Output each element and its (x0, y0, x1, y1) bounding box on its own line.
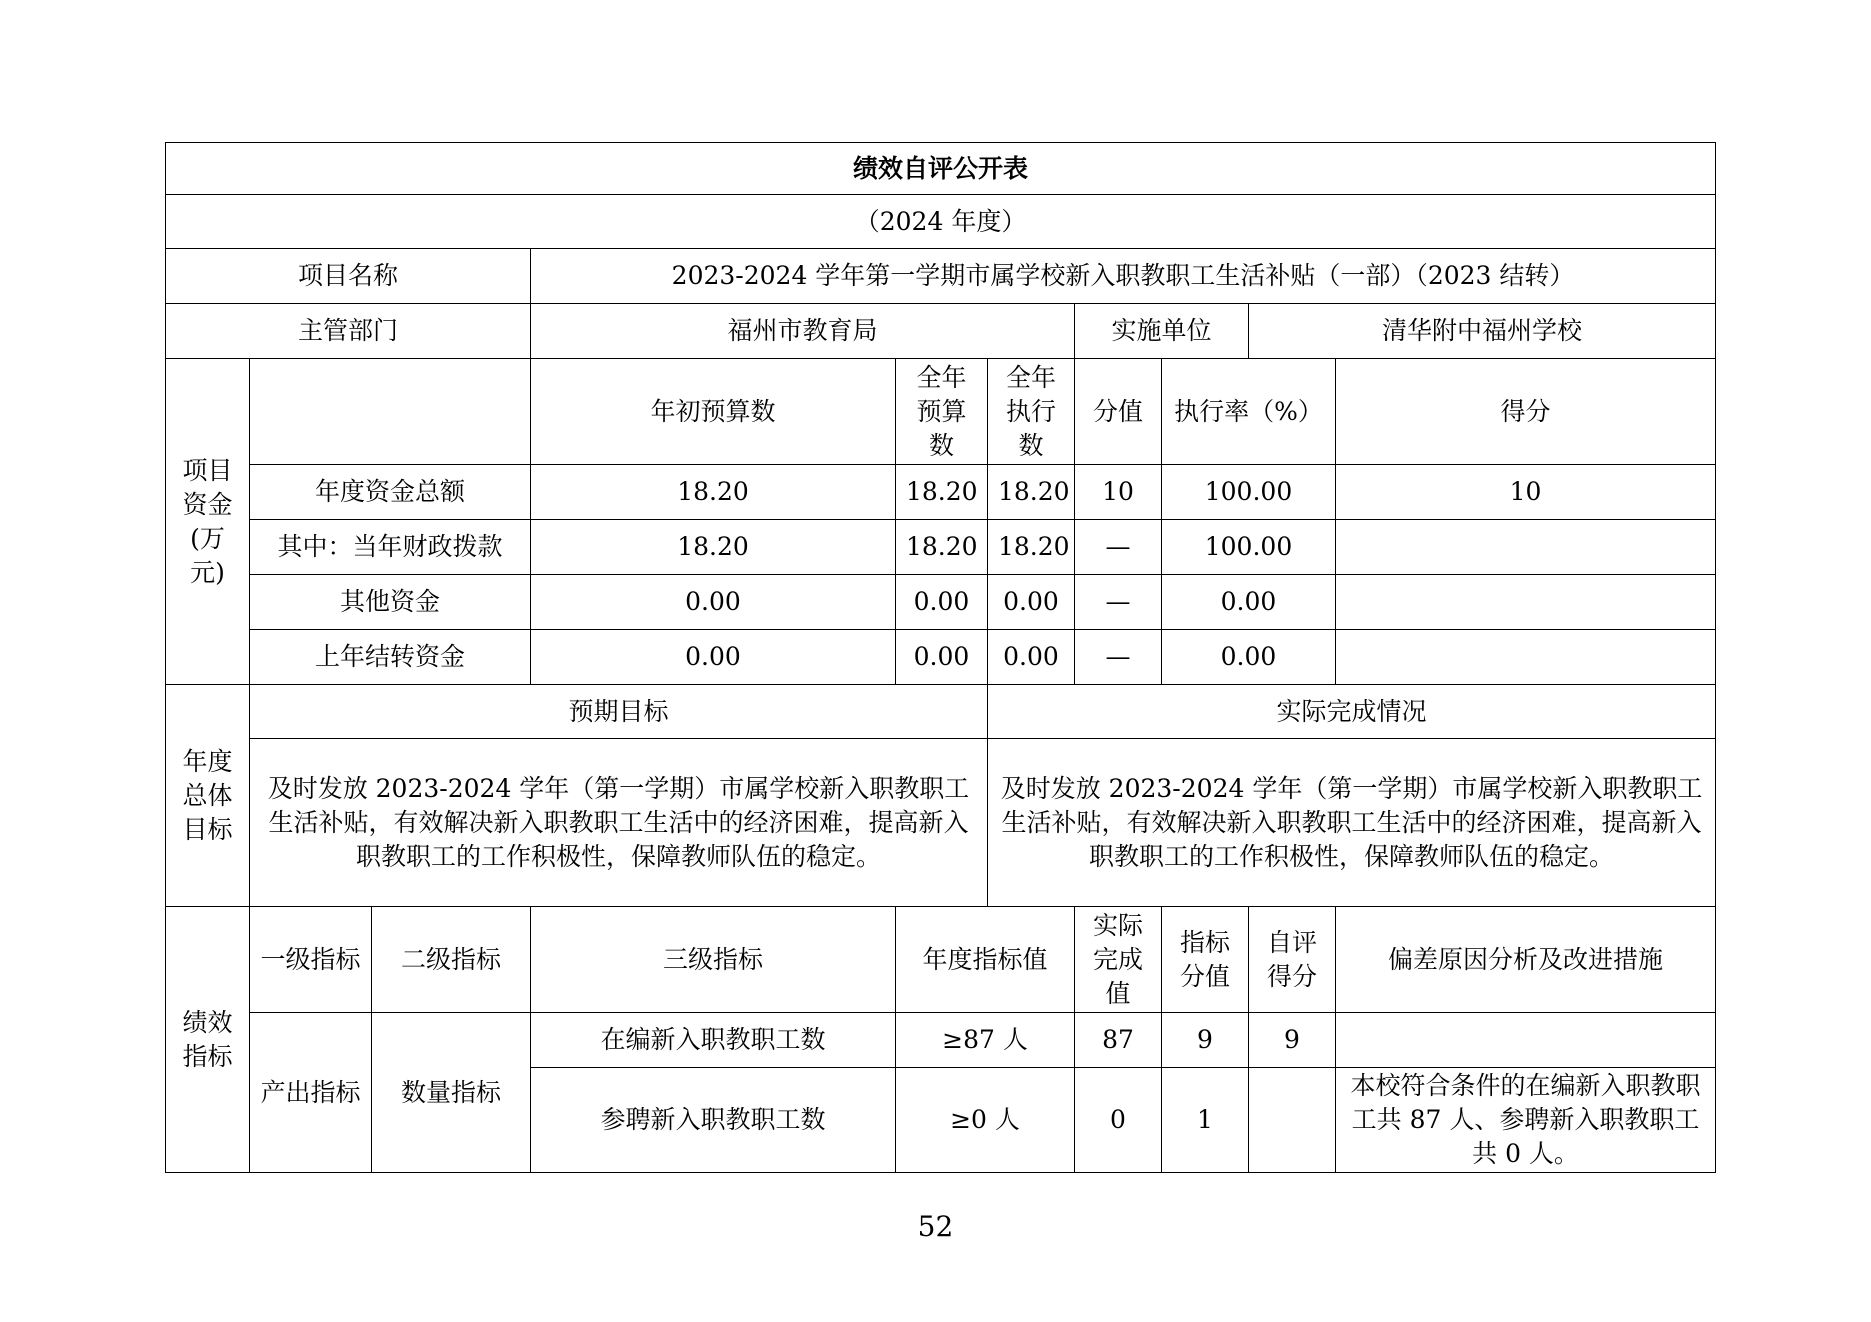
fund-annual: 18.20 (896, 520, 988, 575)
indicator-header-self-score: 自评得分 (1249, 907, 1336, 1013)
fund-score-value: — (1075, 520, 1162, 575)
indicator-level1: 产出指标 (250, 1013, 372, 1173)
table-title: 绩效自评公开表 (166, 143, 1716, 195)
fund-score (1336, 575, 1716, 630)
expected-goal-header: 预期目标 (250, 685, 988, 739)
indicator-self-score (1249, 1068, 1336, 1173)
funds-header-score: 得分 (1336, 359, 1716, 465)
indicator-header-actual: 实际完成值 (1075, 907, 1162, 1013)
fund-initial: 0.00 (531, 575, 896, 630)
fund-annual: 0.00 (896, 630, 988, 685)
fund-initial: 0.00 (531, 630, 896, 685)
fund-score-value: — (1075, 575, 1162, 630)
indicator-note: 本校符合条件的在编新入职教职工共 87 人、参聘新入职教职工共 0 人。 (1336, 1068, 1716, 1173)
unit-value: 清华附中福州学校 (1249, 304, 1716, 359)
funds-header-score-value: 分值 (1075, 359, 1162, 465)
table-row (166, 1013, 1716, 1068)
indicator-note (1336, 1013, 1716, 1068)
dept-value: 福州市教育局 (531, 304, 1075, 359)
evaluation-year: （2024 年度） (166, 195, 1716, 249)
indicator-actual: 0 (1075, 1068, 1162, 1173)
indicators-side-label: 绩效指标 (166, 907, 250, 1173)
indicator-header-note: 偏差原因分析及改进措施 (1336, 907, 1716, 1013)
fund-score: 10 (1336, 465, 1716, 520)
indicator-header-level3: 三级指标 (531, 907, 896, 1013)
fund-executed: 0.00 (988, 630, 1075, 685)
indicator-target: ≥87 人 (896, 1013, 1075, 1068)
project-name-value: 2023-2024 学年第一学期市属学校新入职教职工生活补贴（一部）（2023 结转） (531, 249, 1716, 304)
fund-initial: 18.20 (531, 465, 896, 520)
funds-header-initial: 年初预算数 (531, 359, 896, 465)
fund-row-label: 上年结转资金 (250, 630, 531, 685)
fund-row-label: 其中：当年财政拨款 (250, 520, 531, 575)
indicator-level2: 数量指标 (372, 1013, 531, 1173)
indicator-self-score: 9 (1249, 1013, 1336, 1068)
project-name-label: 项目名称 (166, 249, 531, 304)
indicator-header-level1: 一级指标 (250, 907, 372, 1013)
fund-annual: 18.20 (896, 465, 988, 520)
indicator-level3: 在编新入职教职工数 (531, 1013, 896, 1068)
fund-rate: 100.00 (1162, 465, 1336, 520)
indicator-score-value: 1 (1162, 1068, 1249, 1173)
funds-header-executed: 全年执行数 (988, 359, 1075, 465)
goals-side-label: 年度总体目标 (166, 685, 250, 907)
indicator-header-level2: 二级指标 (372, 907, 531, 1013)
table-row (166, 465, 1716, 520)
actual-result-header: 实际完成情况 (988, 685, 1716, 739)
funds-header-annual: 全年预算数 (896, 359, 988, 465)
actual-result-text: 及时发放 2023-2024 学年（第一学期）市属学校新入职教职工生活补贴，有效解决新入职教职工生活中的经济困难，提高新入职教职工的工作积极性，保障教师队伍的稳定。 (988, 739, 1716, 907)
indicator-header-score-value: 指标分值 (1162, 907, 1249, 1013)
table-row (166, 520, 1716, 575)
expected-goal-text: 及时发放 2023-2024 学年（第一学期）市属学校新入职教职工生活补贴，有效解决新入职教职工生活中的经济困难，提高新入职教职工的工作积极性，保障教师队伍的稳定。 (250, 739, 988, 907)
fund-rate: 0.00 (1162, 575, 1336, 630)
fund-row-label: 年度资金总额 (250, 465, 531, 520)
fund-score (1336, 630, 1716, 685)
page-number: 52 (917, 1210, 954, 1243)
fund-row-label: 其他资金 (250, 575, 531, 630)
funds-header-rate: 执行率（%） (1162, 359, 1336, 465)
fund-rate: 0.00 (1162, 630, 1336, 685)
performance-evaluation-table (165, 142, 1716, 1173)
funds-side-label: 项目资金(万元) (166, 359, 250, 685)
indicator-header-target: 年度指标值 (896, 907, 1075, 1013)
table-row (166, 575, 1716, 630)
unit-label: 实施单位 (1075, 304, 1249, 359)
indicator-level3: 参聘新入职教职工数 (531, 1068, 896, 1173)
indicator-actual: 87 (1075, 1013, 1162, 1068)
fund-score-value: 10 (1075, 465, 1162, 520)
fund-executed: 18.20 (988, 520, 1075, 575)
funds-header-blank (250, 359, 531, 465)
dept-label: 主管部门 (166, 304, 531, 359)
indicator-score-value: 9 (1162, 1013, 1249, 1068)
fund-initial: 18.20 (531, 520, 896, 575)
indicator-target: ≥0 人 (896, 1068, 1075, 1173)
fund-score (1336, 520, 1716, 575)
table-row (166, 630, 1716, 685)
fund-executed: 0.00 (988, 575, 1075, 630)
fund-executed: 18.20 (988, 465, 1075, 520)
fund-score-value: — (1075, 630, 1162, 685)
fund-rate: 100.00 (1162, 520, 1336, 575)
fund-annual: 0.00 (896, 575, 988, 630)
